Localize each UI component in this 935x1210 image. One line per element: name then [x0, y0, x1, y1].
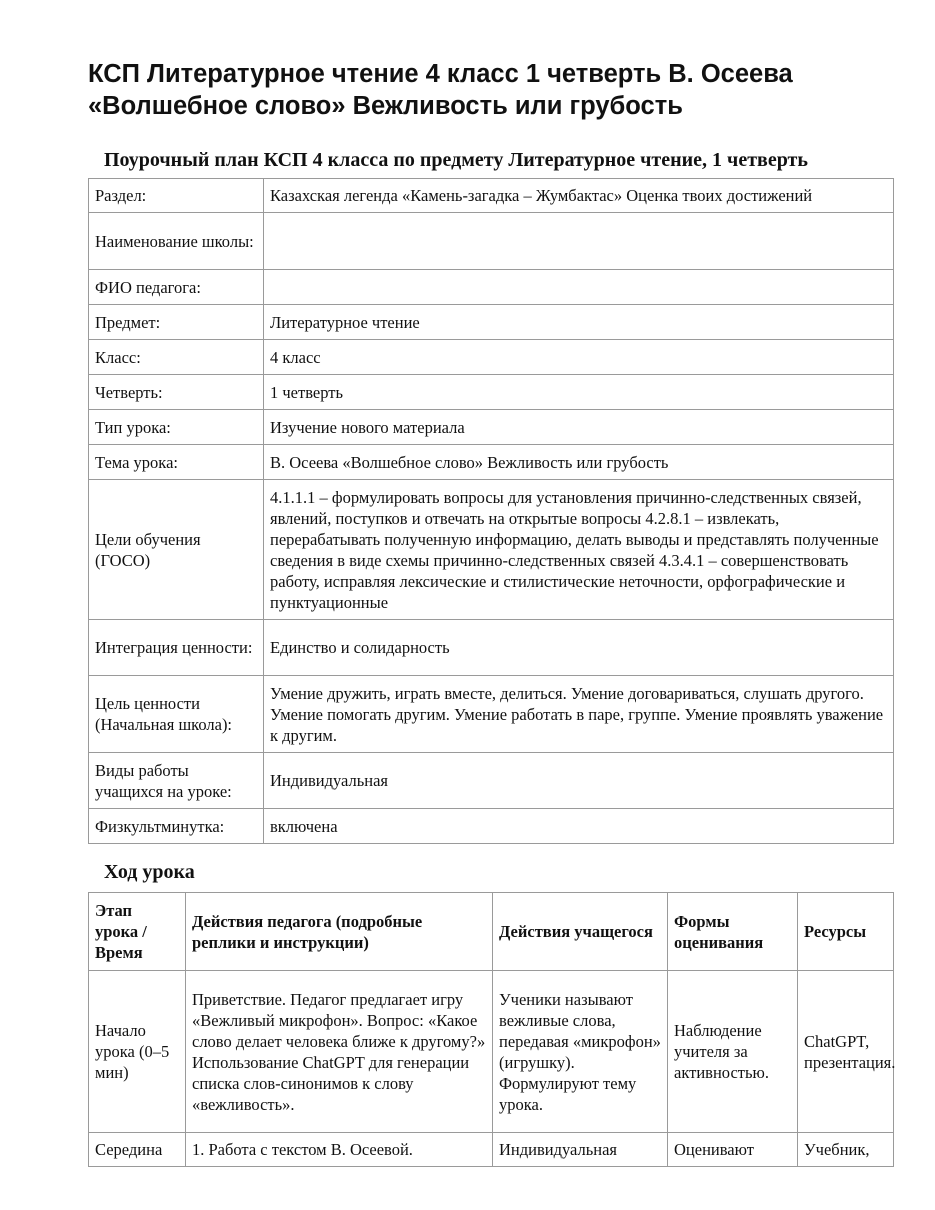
info-row-subject: [89, 305, 894, 340]
table-row: [89, 1133, 894, 1167]
stage-cell: Начало урока (0–5 мин): [89, 971, 186, 1133]
info-value: 4 класс: [264, 340, 894, 375]
lesson-flow-table: [88, 892, 894, 1167]
info-row-work-types: [89, 753, 894, 809]
flow-heading: Ход урока: [104, 861, 195, 883]
info-value: Литературное чтение: [264, 305, 894, 340]
info-value: 4.1.1.1 – формулировать вопросы для установления причинно-следственных связей, явлений, поступков и отвечать на открытые вопросы 4.2.8.1 – извлекать, перерабатывать полученную информацию, делать выводы и представлять полученные сведения в виде схемы причинно-следственных связей 4.3.4.1 – совершенствовать работу, исправляя лексические и стилистические неточности, орфографические и пунктуационные: [264, 480, 894, 620]
info-row-section: [89, 179, 894, 213]
info-row-lesson-type: [89, 410, 894, 445]
info-label: Виды работы учащихся на уроке:: [89, 753, 264, 809]
student-actions-cell: Ученики называют вежливые слова, передавая «микрофон» (игрушку). Формулируют тему урока.: [493, 971, 668, 1133]
teacher-actions-cell: 1. Работа с текстом В. Осеевой.: [186, 1133, 493, 1167]
assessment-cell: Оценивают: [668, 1133, 798, 1167]
info-row-quarter: [89, 375, 894, 410]
info-label: Тема урока:: [89, 445, 264, 480]
info-value: включена: [264, 809, 894, 844]
info-row-grade: [89, 340, 894, 375]
info-label: Цель ценности (Начальная школа):: [89, 676, 264, 753]
info-row-value-goal: [89, 676, 894, 753]
stage-cell: Середина: [89, 1133, 186, 1167]
info-value: Изучение нового материала: [264, 410, 894, 445]
info-row-exercise: [89, 809, 894, 844]
info-row-teacher: [89, 270, 894, 305]
info-value: Умение дружить, играть вместе, делиться. Умение договариваться, слушать другого. Умение помогать другим. Умение работать в паре, группе. Умение проявлять уважение к другим.: [264, 676, 894, 753]
info-label: Тип урока:: [89, 410, 264, 445]
info-value: 1 четверть: [264, 375, 894, 410]
info-label: Цели обучения (ГОСО): [89, 480, 264, 620]
info-row-topic: [89, 445, 894, 480]
column-header-assessment: Формы оценивания: [668, 893, 798, 971]
teacher-actions-cell: Приветствие. Педагог предлагает игру «Вежливый микрофон». Вопрос: «Какое слово делает человека ближе к другому?» Использование ChatGPT для генерации списка слов-синонимов к слову «вежливость».: [186, 971, 493, 1133]
document-page: [88, 58, 896, 1167]
column-header-resources: Ресурсы: [798, 893, 894, 971]
lesson-info-table: [88, 178, 894, 844]
info-row-values: [89, 620, 894, 676]
resources-cell: Учебник,: [798, 1133, 894, 1167]
info-label: ФИО педагога:: [89, 270, 264, 305]
info-value: [264, 213, 894, 270]
info-label: Класс:: [89, 340, 264, 375]
resources-cell: ChatGPT, презентация.: [798, 971, 894, 1133]
info-label: Интеграция ценности:: [89, 620, 264, 676]
info-value: Индивидуальная: [264, 753, 894, 809]
plan-heading: Поурочный план КСП 4 класса по предмету Литературное чтение, 1 четверть: [104, 149, 808, 171]
info-label: Четверть:: [89, 375, 264, 410]
info-row-goals: [89, 480, 894, 620]
info-value: Единство и солидарность: [264, 620, 894, 676]
info-label: Раздел:: [89, 179, 264, 213]
flow-header-row: [89, 893, 894, 971]
info-label: Наименование школы:: [89, 213, 264, 270]
document-title: КСП Литературное чтение 4 класс 1 четверть В. Осеева «Волшебное слово» Вежливость или грубость: [88, 60, 793, 120]
info-value: [264, 270, 894, 305]
assessment-cell: Наблюдение учителя за активностью.: [668, 971, 798, 1133]
table-row: [89, 971, 894, 1133]
info-value: В. Осеева «Волшебное слово» Вежливость или грубость: [264, 445, 894, 480]
info-value: Казахская легенда «Камень-загадка – Жумбактас» Оценка твоих достижений: [264, 179, 894, 213]
column-header-stage: Этап урока / Время: [89, 893, 186, 971]
info-row-school: [89, 213, 894, 270]
column-header-student: Действия учащегося: [493, 893, 668, 971]
info-label: Предмет:: [89, 305, 264, 340]
column-header-teacher: Действия педагога (подробные реплики и инструкции): [186, 893, 493, 971]
info-label: Физкультминутка:: [89, 809, 264, 844]
student-actions-cell: Индивидуальная: [493, 1133, 668, 1167]
